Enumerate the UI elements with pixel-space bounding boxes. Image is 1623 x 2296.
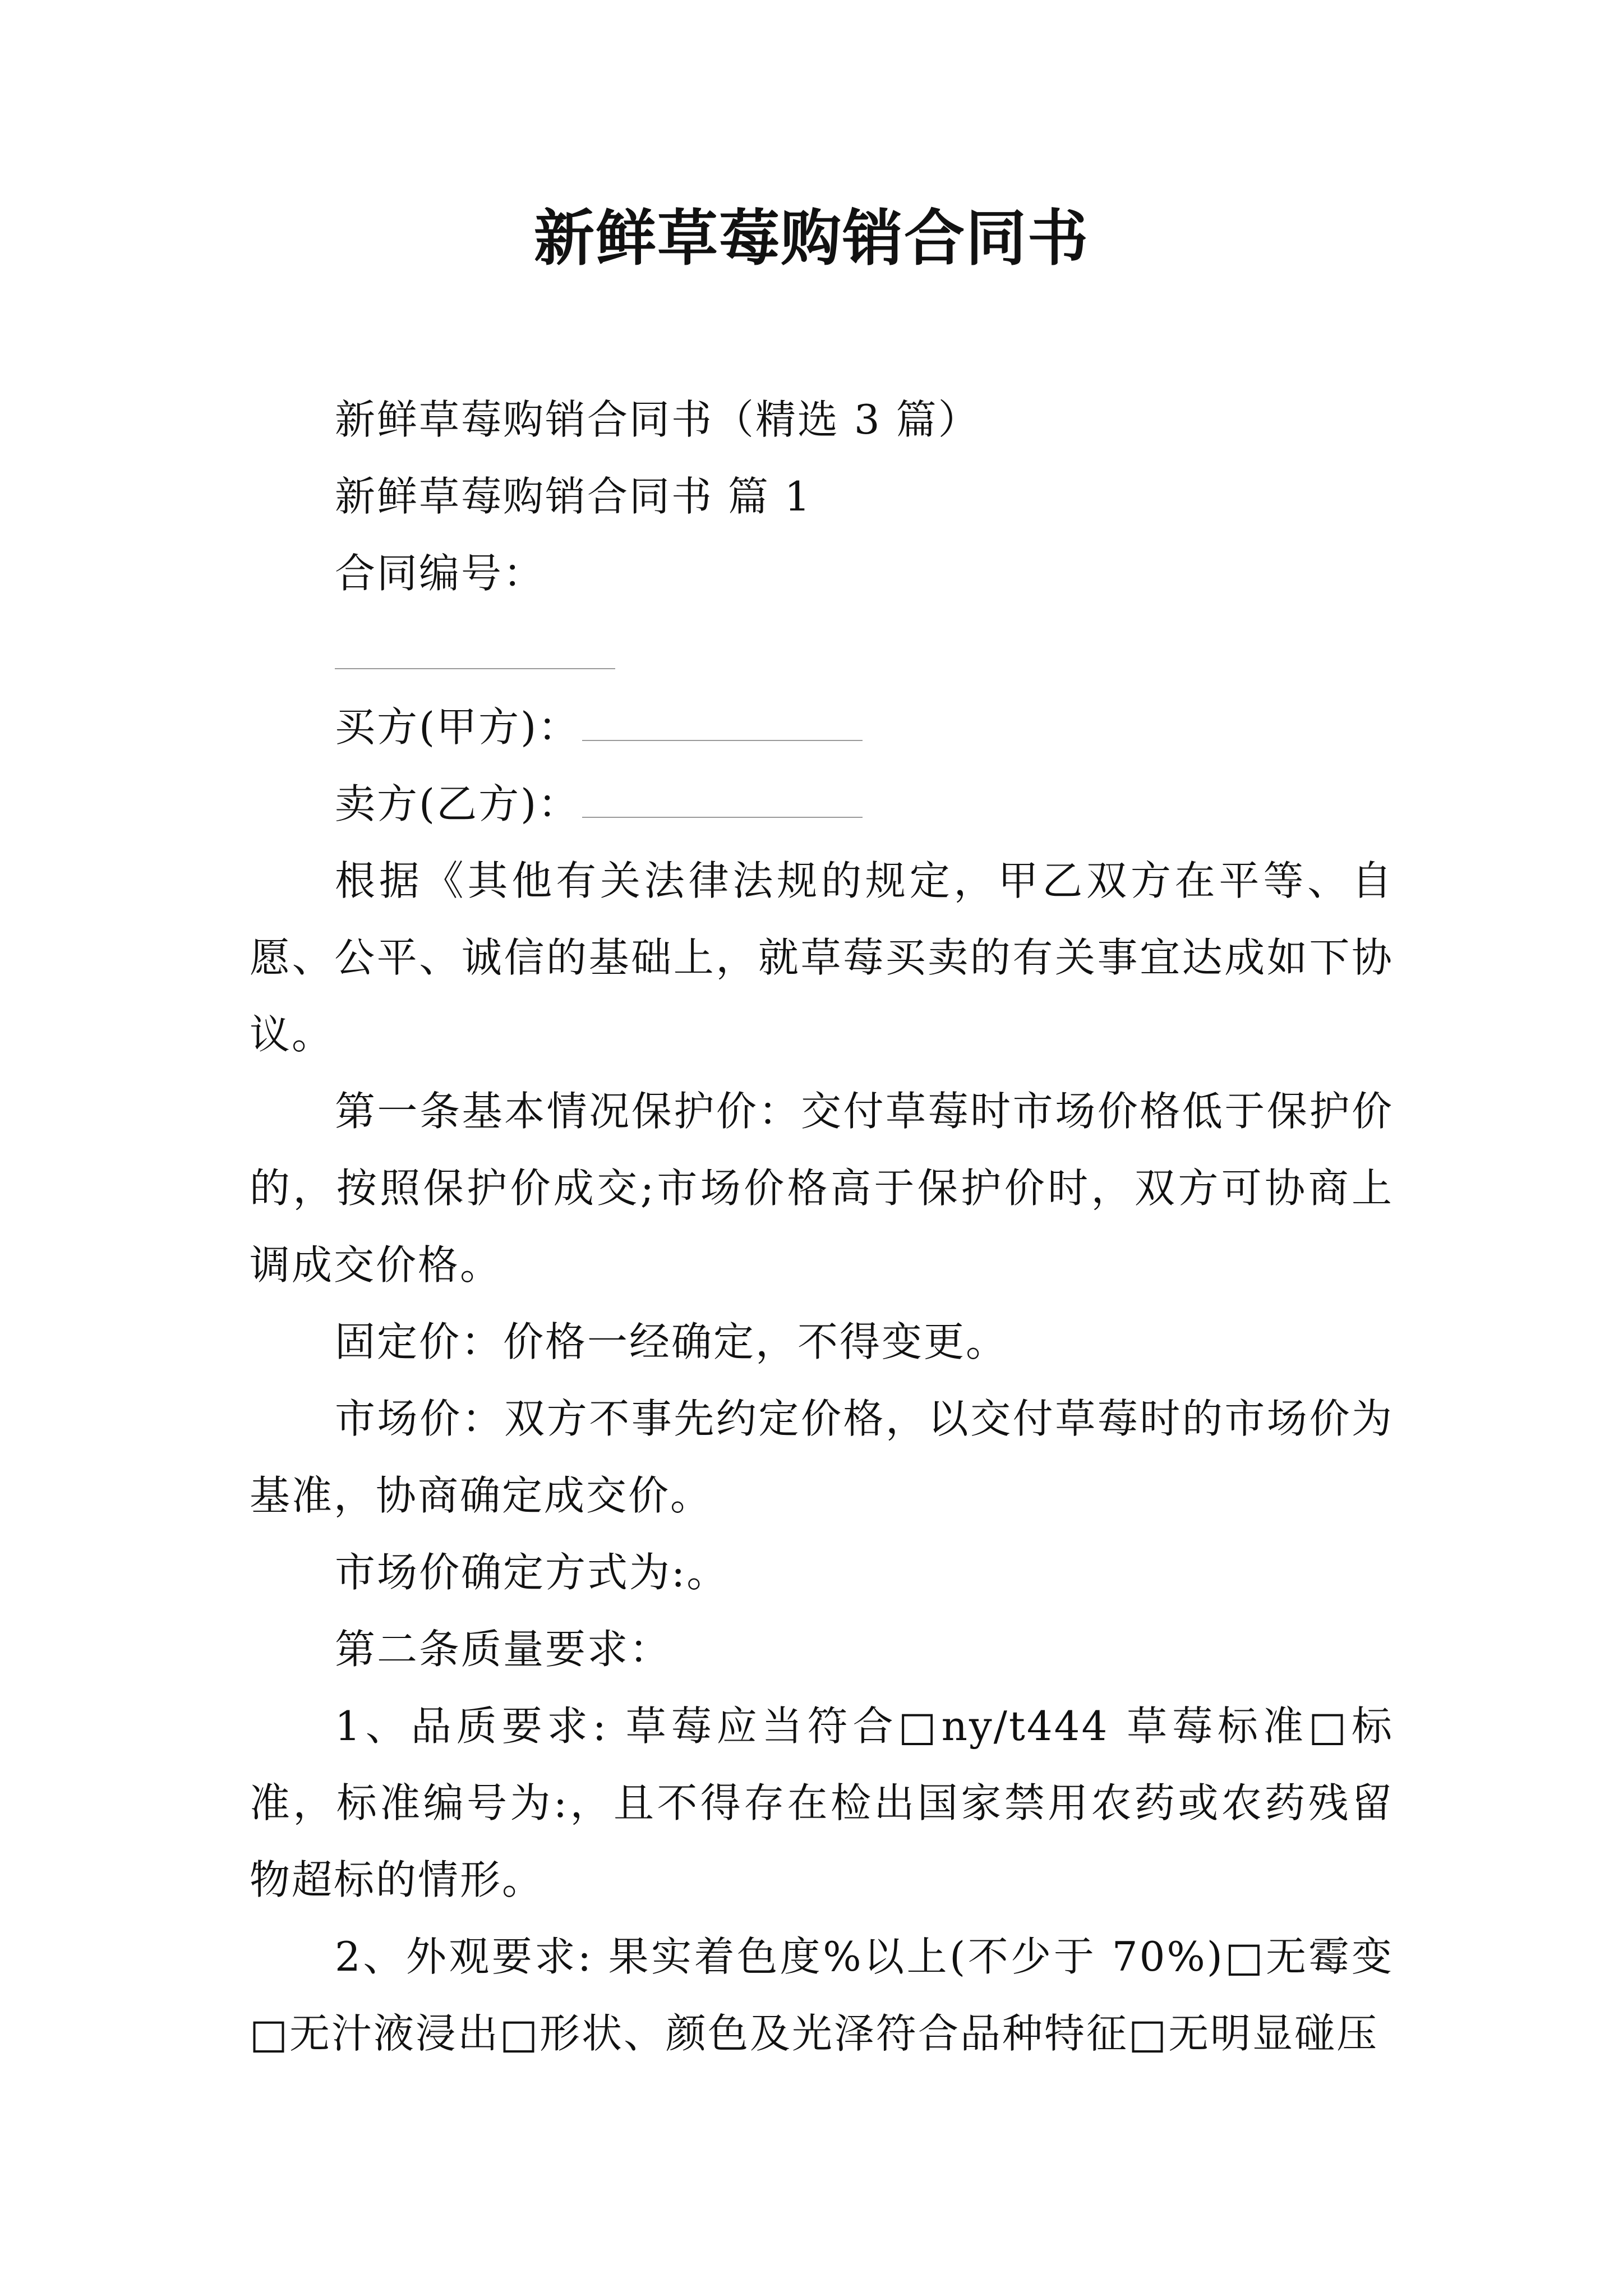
- paragraph: 市场价确定方式为:。: [335, 1549, 729, 1596]
- buyer-line: [250, 689, 1394, 766]
- document-subtitle: 新鲜草莓购销合同书（精选 3 篇）: [335, 396, 980, 443]
- document-title: 新鲜草莓购销合同书: [533, 203, 1089, 274]
- seller-line: [250, 766, 1394, 843]
- seller-blank: [582, 776, 863, 818]
- contract-number-blank-row: [250, 612, 1394, 689]
- document-body: [250, 381, 1394, 2072]
- contract-number-label: 合同编号：: [335, 550, 546, 597]
- buyer-label: 买方(甲方)：: [335, 703, 580, 751]
- seller-label: 卖方(乙方)：: [335, 780, 580, 827]
- paragraph: 第一条基本情况保护价：交付草莓时市场价格低于保护价的，按照保护价成交;市场价格高于保护价时，双方可协商上调成交价格。: [250, 1088, 1394, 1289]
- contract-number-blank: [335, 668, 615, 669]
- buyer-blank: [582, 700, 863, 741]
- part-heading: 新鲜草莓购销合同书 篇 1: [335, 473, 812, 520]
- paragraph: 固定价：价格一经确定，不得变更。: [335, 1318, 1008, 1365]
- paragraph: 1、品质要求: 草莓应当符合□ny/t444 草莓标准□标准，标准编号为:，且不得存在检出国家禁用农药或农药残留物超标的情形。: [250, 1703, 1394, 1903]
- paragraph: 第二条质量要求：: [335, 1626, 672, 1673]
- paragraph: 市场价：双方不事先约定价格，以交付草莓时的市场价为基准，协商确定成交价。: [250, 1395, 1394, 1519]
- paragraph: 2、外观要求: 果实着色度%以上(不少于 70%)□无霉变□无汁液浸出□形状、颜色及光泽符合品种特征□无明显碰压: [250, 1933, 1394, 2057]
- paragraph: 根据《其他有关法律法规的规定，甲乙双方在平等、自愿、公平、诚信的基础上，就草莓买卖的有关事宜达成如下协议。: [250, 857, 1394, 1058]
